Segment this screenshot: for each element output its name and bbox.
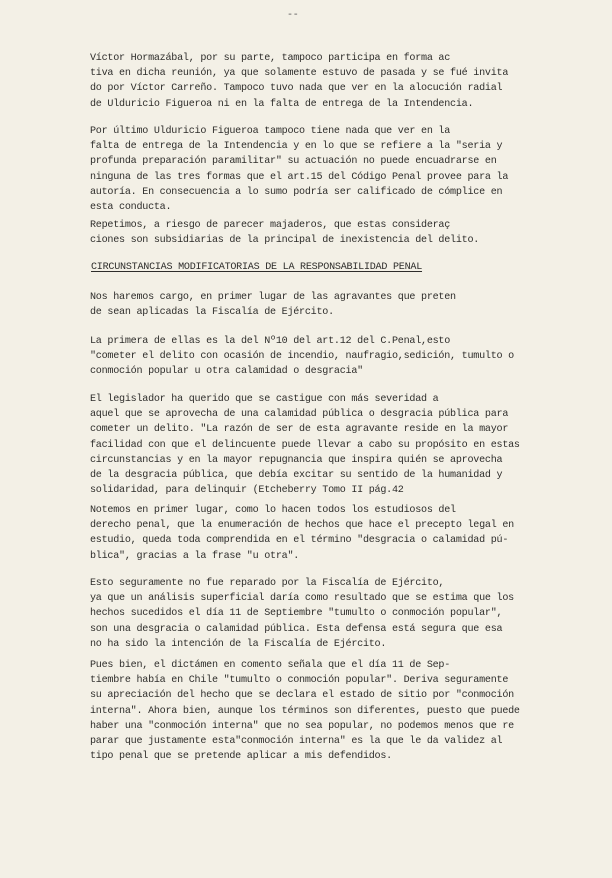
text-line: blica", gracias a la frase "u otra". [90,550,300,562]
text-line: de Ulduricio Figueroa ni en la falta de entrega de la Intendencia. [90,98,474,110]
text-line: tiembre había en Chile "tumulto o conmoción popular". Deriva seguramente [90,675,509,687]
text-line: Nos haremos cargo, en primer lugar de las agravantes que preten [90,292,456,303]
paragraph-figueroa [90,124,550,215]
text-line: Repetimos, a riesgo de parecer majaderos, que estas consideraç [90,220,451,231]
paragraph-repetimos [90,218,550,248]
text-line: profunda preparación paramilitar" su actuación no puede encuadrarse en [90,156,497,168]
paragraph-hormazabal [90,51,550,112]
text-line: autoría. En consecuencia a lo sumo podría ser calificado de cómplice en [90,186,503,198]
text-line: Notemos en primer lugar, como lo hacen todos los estudiosos del [90,505,456,516]
text-line: cometer un delito. "La razón de ser de esta agravante reside en la mayor [90,424,509,436]
text-line: El legislador ha querido que se castigue con más severidad a [90,394,439,405]
text-line: parar que justamente esta"conmoción interna" es la que le da validez al [90,735,503,747]
text-line: interna". Ahora bien, aunque los términos son diferentes, puesto que puede [90,705,520,717]
page-marker: -- [287,10,299,21]
text-line: circunstancias y en la mayor repugnancia que inspira quién se aprovecha [90,454,503,466]
text-line: tipo penal que se pretende aplicar a mis defendidos. [90,751,392,763]
text-line: conmoción popular u otra calamidad o desgracia" [90,366,363,378]
text-line: aquel que se aprovecha de una calamidad pública o desgracia pública para [90,409,509,421]
text-line: Pues bien, el dictámen en comento señala que el día 11 de Sep- [90,660,451,671]
text-line: de sean aplicadas la Fiscalía de Ejército. [90,307,334,319]
text-line: solidaridad, para delinquir (Etcheberry Tomo II pág.42 [90,485,404,497]
text-line: ciones son subsidiarias de la principal de inexistencia del delito. [90,235,480,247]
text-line: tiva en dicha reunión, ya que solamente estuvo de pasada y se fué invita [90,68,509,80]
text-line: haber una "conmoción interna" que no sea popular, no podemos menos que re [90,720,514,732]
paragraph-primera [90,334,550,380]
paragraph-legislador [90,392,550,498]
text-line: son una desgracia o calamidad pública. Esta defensa está segura que esa [90,623,503,635]
paragraph-notemos [90,503,550,564]
text-line: La primera de ellas es la del Nº10 del art.12 del C.Penal,esto [90,336,451,347]
paragraph-pues-bien [90,658,550,764]
paragraph-agravantes [90,290,550,320]
text-line: do por Víctor Carreño. Tampoco tuvo nada que ver en la alocución radial [90,83,503,95]
text-line: hechos sucedidos el día 11 de Septiembre "tumulto o conmoción popular", [90,608,503,620]
text-line: falta de entrega de la Intendencia y en lo que se refiere a la "seria y [90,141,503,153]
text-line: esta conducta. [90,201,172,213]
text-line: su apreciación del hecho que se declara el estado de sitio por "conmoción [90,690,514,702]
text-line: no ha sido la intención de la Fiscalía de Ejército. [90,638,387,650]
paragraph-esto [90,576,550,652]
text-line: Esto seguramente no fue reparado por la Fiscalía de Ejército, [90,578,445,589]
text-line: estudio, queda toda comprendida en el término "desgracia o calamidad pú- [90,535,509,547]
text-line: derecho penal, que la enumeración de hechos que hace el precepto legal en [90,520,514,532]
text-line: ninguna de las tres formas que el art.15 del Código Penal provee para la [90,171,509,183]
text-line: "cometer el delito con ocasión de incendio, naufragio,sedición, tumulto o [90,351,514,363]
text-line: Por último Ulduricio Figueroa tampoco tiene nada que ver en la [90,126,451,137]
text-line: de la desgracia pública, que debía excitar su sentido de la humanidad y [90,469,503,481]
text-line: facilidad con que el delincuente puede llevar a cabo su propósito en estas [90,439,520,451]
text-line: ya que un análisis superficial daría como resultado que se estima que los [90,593,514,605]
text-line: Víctor Hormazábal, por su parte, tampoco participa en forma ac [90,53,451,64]
section-heading: CIRCUNSTANCIAS MODIFICATORIAS DE LA RESPONSABILIDAD PENAL [91,262,423,273]
